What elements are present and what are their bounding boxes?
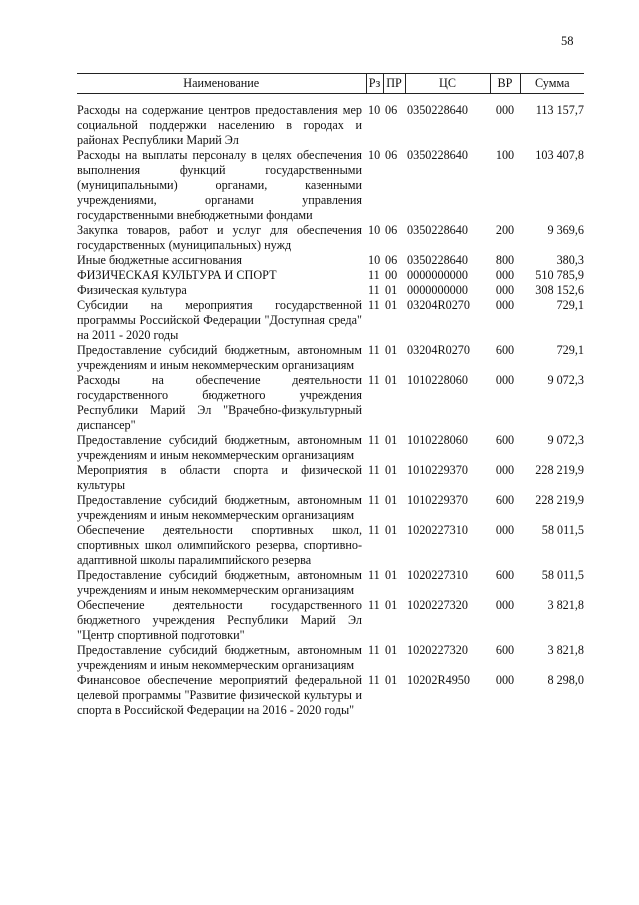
row-cs: 0000000000	[407, 283, 468, 297]
row-cs: 1020227310	[407, 523, 468, 537]
column-header-sum: Сумма	[520, 74, 584, 94]
row-pr: 06	[385, 223, 398, 237]
row-rz: 11	[368, 373, 380, 387]
row-vr: 600	[495, 493, 515, 507]
row-rz: 10	[368, 103, 381, 117]
row-rz: 11	[368, 568, 380, 582]
column-header-vr: ВР	[490, 74, 520, 94]
row-vr: 200	[495, 223, 515, 237]
row-name: Предоставление субсидий бюджетным, автономным учреждениям и иным некоммерческим организациям	[77, 643, 362, 672]
row-cs: 03204R0270	[407, 298, 470, 312]
row-pr: 01	[385, 343, 398, 357]
table-row	[77, 598, 584, 643]
page-number: 58	[561, 34, 574, 48]
row-rz: 10	[368, 253, 381, 267]
row-pr: 01	[385, 298, 398, 312]
row-pr: 01	[385, 598, 398, 612]
row-pr: 06	[385, 103, 398, 117]
row-name: Мероприятия в области спорта и физической культуры	[77, 463, 362, 492]
row-sum: 380,3	[556, 253, 584, 267]
row-vr: 600	[495, 643, 515, 657]
row-rz: 11	[368, 673, 380, 687]
row-vr: 000	[495, 523, 515, 537]
column-header-name: Наименование	[77, 74, 366, 94]
table-row	[77, 373, 584, 433]
row-name: Предоставление субсидий бюджетным, автономным учреждениям и иным некоммерческим организациям	[77, 493, 362, 522]
row-sum: 103 407,8	[535, 148, 584, 162]
row-pr: 00	[385, 268, 398, 282]
row-pr: 01	[385, 433, 398, 447]
row-pr: 06	[385, 148, 398, 162]
row-name: Расходы на содержание центров предоставления мер социальной поддержки населению в городах и районах Республики Марий Эл	[77, 103, 362, 147]
row-vr: 600	[495, 343, 515, 357]
row-cs: 1020227320	[407, 598, 468, 612]
row-cs: 0350228640	[407, 223, 468, 237]
row-sum: 8 298,0	[547, 673, 584, 687]
row-rz: 11	[368, 298, 380, 312]
row-sum: 729,1	[556, 343, 584, 357]
row-vr: 600	[495, 433, 515, 447]
row-cs: 1010228060	[407, 373, 468, 387]
row-sum: 9 072,3	[547, 433, 584, 447]
row-sum: 58 011,5	[541, 523, 584, 537]
row-sum: 58 011,5	[541, 568, 584, 582]
row-cs: 1020227320	[407, 643, 468, 657]
row-pr: 01	[385, 568, 398, 582]
row-rz: 11	[368, 283, 380, 297]
row-vr: 000	[495, 283, 515, 297]
row-name: Иные бюджетные ассигнования	[77, 253, 243, 267]
table-body	[77, 103, 584, 718]
row-pr: 01	[385, 523, 398, 537]
budget-expenditure-table	[77, 73, 584, 718]
row-vr: 600	[495, 568, 515, 582]
row-name: Обеспечение деятельности государственного бюджетного учреждения Республики Марий Эл "Центр спортивной подготовки"	[77, 598, 362, 642]
table-row	[77, 673, 584, 718]
table-header-row	[77, 74, 584, 94]
row-cs: 03204R0270	[407, 343, 470, 357]
row-name: Расходы на выплаты персоналу в целях обеспечения выполнения функций государственными (муниципальными) органами, казенными учреждениями, органами управления государственными внебюджетными фондами	[77, 148, 362, 222]
row-pr: 01	[385, 283, 398, 297]
row-sum: 9 369,6	[547, 223, 584, 237]
row-vr: 800	[495, 253, 515, 267]
table-row	[77, 148, 584, 223]
header-spacer	[77, 94, 584, 104]
row-name: Финансовое обеспечение мероприятий федеральной целевой программы "Развитие физической культуры и спорта в Российской Федерации на 2016 - 2020 годы"	[77, 673, 362, 717]
row-cs: 0350228640	[407, 148, 468, 162]
row-cs: 1010229370	[407, 493, 468, 507]
row-sum: 9 072,3	[547, 373, 584, 387]
row-pr: 01	[385, 493, 398, 507]
column-header-pr: ПР	[383, 74, 405, 94]
row-rz: 11	[368, 493, 380, 507]
row-name: Расходы на обеспечение деятельности государственного бюджетного учреждения Республики Марий Эл "Врачебно-физкультурный диспансер"	[77, 373, 362, 432]
row-rz: 11	[368, 643, 380, 657]
row-pr: 01	[385, 643, 398, 657]
row-name: Предоставление субсидий бюджетным, автономным учреждениям и иным некоммерческим организациям	[77, 343, 362, 372]
row-sum: 3 821,8	[547, 598, 584, 612]
table-row	[77, 298, 584, 343]
table-row	[77, 253, 584, 268]
row-vr: 000	[495, 298, 515, 312]
table-row	[77, 343, 584, 373]
row-rz: 11	[368, 433, 380, 447]
row-vr: 000	[495, 673, 515, 687]
row-cs: 1010228060	[407, 433, 468, 447]
table-row	[77, 463, 584, 493]
row-sum: 729,1	[556, 298, 584, 312]
row-vr: 100	[495, 148, 515, 162]
row-vr: 000	[495, 268, 515, 282]
row-cs: 1020227310	[407, 568, 468, 582]
row-sum: 228 219,9	[535, 463, 584, 477]
table-row	[77, 568, 584, 598]
row-rz: 11	[368, 343, 380, 357]
row-sum: 308 152,6	[535, 283, 584, 297]
table-row	[77, 433, 584, 463]
row-rz: 11	[368, 523, 380, 537]
row-sum: 510 785,9	[535, 268, 584, 282]
row-cs: 1010229370	[407, 463, 468, 477]
row-cs: 0350228640	[407, 103, 468, 117]
column-header-cs: ЦС	[405, 74, 490, 94]
row-name: ФИЗИЧЕСКАЯ КУЛЬТУРА И СПОРТ	[77, 268, 277, 282]
row-rz: 11	[368, 598, 380, 612]
row-name: Предоставление субсидий бюджетным, автономным учреждениям и иным некоммерческим организациям	[77, 568, 362, 597]
row-pr: 01	[385, 373, 398, 387]
row-cs: 0350228640	[407, 253, 468, 267]
table-row	[77, 643, 584, 673]
row-rz: 10	[368, 223, 381, 237]
row-vr: 000	[495, 598, 515, 612]
row-pr: 01	[385, 463, 398, 477]
table-row	[77, 523, 584, 568]
row-rz: 11	[368, 463, 380, 477]
row-cs: 0000000000	[407, 268, 468, 282]
row-sum: 3 821,8	[547, 643, 584, 657]
row-pr: 06	[385, 253, 398, 267]
table-row	[77, 493, 584, 523]
row-name: Закупка товаров, работ и услуг для обеспечения государственных (муниципальных) нужд	[77, 223, 362, 252]
row-vr: 000	[495, 103, 515, 117]
row-cs: 10202R4950	[407, 673, 470, 687]
row-vr: 000	[495, 373, 515, 387]
table-row	[77, 223, 584, 253]
row-sum: 228 219,9	[535, 493, 584, 507]
row-name: Предоставление субсидий бюджетным, автономным учреждениям и иным некоммерческим организациям	[77, 433, 362, 462]
row-name: Обеспечение деятельности спортивных школ, спортивных школ олимпийского резерва, спортивно-адаптивной школы паралимпийского резерва	[77, 523, 362, 567]
row-rz: 10	[368, 148, 381, 162]
row-rz: 11	[368, 268, 380, 282]
table-row	[77, 283, 584, 298]
row-vr: 000	[495, 463, 515, 477]
row-name: Физическая культура	[77, 283, 187, 297]
table-row	[77, 268, 584, 283]
row-sum: 113 157,7	[535, 103, 584, 117]
row-pr: 01	[385, 673, 398, 687]
row-name: Субсидии на мероприятия государственной программы Российской Федерации "Доступная среда" на 2011 - 2020 годы	[77, 298, 362, 342]
table-row	[77, 103, 584, 148]
column-header-rz: Рз	[366, 74, 383, 94]
